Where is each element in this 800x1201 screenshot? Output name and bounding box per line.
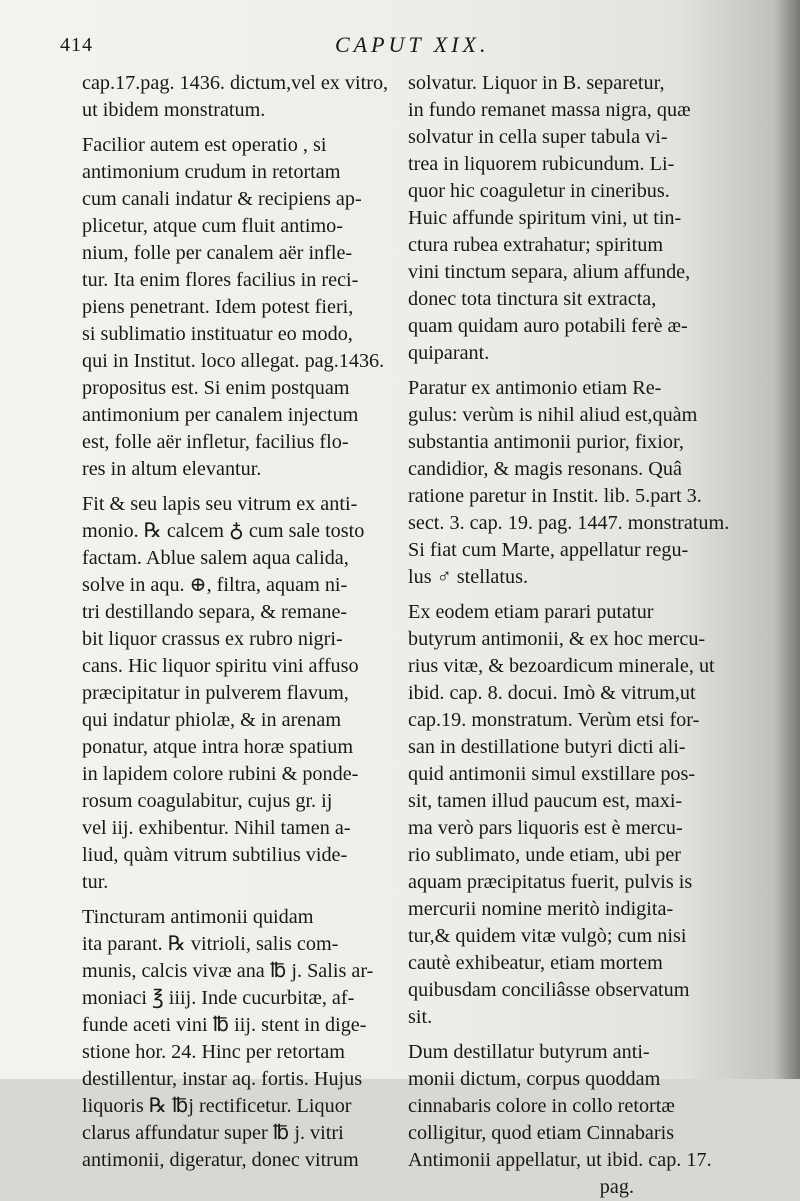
text-line: cum canali indatur & recipiens ap- [82,188,362,210]
text-line: solvatur. Liquor in B. separetur, [408,72,665,94]
text-line: sect. 3. cap. 19. pag. 1447. monstratum. [408,512,730,534]
text-line: trea in liquorem rubicundum. Li- [408,153,675,175]
text-line: nium, folle per canalem aër infle- [82,242,353,264]
text-line: propositus est. Si enim postquam [82,377,350,399]
text-line: in lapidem colore rubini & ponde- [82,763,359,785]
text-line: tur,& quidem vitæ vulgò; cum nisi [408,925,687,947]
text-line: mercurii nomine meritò indigita- [408,898,674,920]
text-line: rius vitæ, & bezoardicum minerale, ut [408,655,715,677]
text-line: monii dictum, corpus quoddam [408,1068,661,1090]
text-line: munis, calcis vivæ ana ℔ j. Salis ar- [82,960,374,982]
text-line: quibusdam conciliâsse observatum [408,979,690,1001]
text-line: antimonium crudum in retortam [82,161,341,183]
text-line: cautè exhibeatur, etiam mortem [408,952,663,974]
paragraph-gap [82,124,402,132]
paragraph-gap [408,591,728,599]
text-line: plicetur, atque cum fluit antimo- [82,215,343,237]
text-line: aquam præcipitatus fuerit, pulvis is [408,871,693,893]
text-line: præcipitatur in pulverem flavum, [82,682,349,704]
text-line: substantia antimonii purior, fixior, [408,431,684,453]
text-line: monio. ℞ calcem ♁ cum sale tosto [82,520,365,542]
page-gutter-shadow [774,0,800,1079]
text-line: lus ♂ stellatus. [408,566,529,588]
text-line: gulus: verùm is nihil aliud est,quàm [408,404,698,426]
text-line: Ex eodem etiam parari putatur [408,601,654,623]
text-line: quiparant. [408,342,490,364]
text-line: liquoris ℞ ℔j rectificetur. Liquor [82,1095,352,1117]
text-line: piens penetrant. Idem potest fieri, [82,296,354,318]
page-header [60,34,760,64]
text-line: bit liquor crassus ex rubro nigri- [82,628,343,650]
right-text-column [408,70,728,1201]
text-line: liud, quàm vitrum subtilius vide- [82,844,348,866]
text-line: funde aceti vini ℔ iij. stent in dige- [82,1014,367,1036]
text-line: Antimonii appellatur, ut ibid. cap. 17. [408,1149,712,1171]
text-line: ut ibidem monstratum. [82,99,266,121]
text-line: donec tota tinctura sit extracta, [408,288,657,310]
text-line: antimonii, digeratur, donec vitrum [82,1149,359,1171]
text-line: butyrum antimonii, & ex hoc mercu- [408,628,706,650]
text-line: res in altum elevantur. [82,458,262,480]
text-line: ita parant. ℞ vitrioli, salis com- [82,933,339,955]
text-line: candidior, & magis resonans. Quâ [408,458,682,480]
text-line: Fit & seu lapis seu vitrum ex anti- [82,493,358,515]
text-line: cap.19. monstratum. Verùm etsi for- [408,709,700,731]
text-line: rosum coagulabitur, cujus gr. ij [82,790,333,812]
text-line: destillentur, instar aq. fortis. Hujus [82,1068,363,1090]
text-line: quor hic coaguletur in cineribus. [408,180,670,202]
text-line: ponatur, atque intra horæ spatium [82,736,354,758]
text-line: pag. [599,1176,634,1198]
paragraph-gap [408,1031,728,1039]
text-line: antimonium per canalem injectum [82,404,359,426]
text-line: cinnabaris colore in collo retortæ [408,1095,675,1117]
text-line: Si fiat cum Marte, appellatur regu- [408,539,689,561]
text-line: solvatur in cella super tabula vi- [408,126,668,148]
text-line: qui in Institut. loco allegat. pag.1436. [82,350,385,372]
text-line: ma verò pars liquoris est è mercu- [408,817,683,839]
text-line: Dum destillatur butyrum anti- [408,1041,650,1063]
text-line: est, folle aër infletur, facilius flo- [82,431,349,453]
text-line: ctura rubea extrahatur; spiritum [408,234,664,256]
text-line: ratione paretur in Instit. lib. 5.part 3. [408,485,702,507]
left-text-column [82,70,402,1174]
text-line: quid antimonii simul exstillare pos- [408,763,696,785]
text-line: Facilior autem est operatio , si [82,134,327,156]
text-line: qui indatur phiolæ, & in arenam [82,709,342,731]
text-line: cans. Hic liquor spiritu vini affuso [82,655,359,677]
text-line: rio sublimato, unde etiam, ubi per [408,844,682,866]
paragraph-gap [408,367,728,375]
text-line: ibid. cap. 8. docui. Imò & vitrum,ut [408,682,696,704]
text-line: moniaci ℥ iiij. Inde cucurbitæ, af- [82,987,355,1009]
paragraph-gap [82,483,402,491]
text-line: sit. [408,1006,433,1028]
text-line: san in destillatione butyri dicti ali- [408,736,686,758]
page-number: 414 [60,34,93,56]
text-line: vel iij. exhibentur. Nihil tamen a- [82,817,351,839]
running-head: CAPUT XIX. [335,32,490,57]
text-line: tur. Ita enim flores facilius in reci- [82,269,359,291]
text-line: stione hor. 24. Hinc per retortam [82,1041,345,1063]
text-line: Tincturam antimonii quidam [82,906,314,928]
text-line: clarus affundatur super ℔ j. vitri [82,1122,344,1144]
text-line: Huic affunde spiritum vini, ut tin- [408,207,682,229]
text-line: si sublimatio instituatur eo modo, [82,323,353,345]
paragraph-gap [82,896,402,904]
text-line: sit, tamen illud paucum est, maxi- [408,790,683,812]
text-line: quam quidam auro potabili ferè æ- [408,315,688,337]
text-line: Paratur ex antimonio etiam Re- [408,377,662,399]
text-line: colligitur, quod etiam Cinnabaris [408,1122,675,1144]
text-line: solve in aqu. ⊕, filtra, aquam ni- [82,574,348,596]
text-line: cap.17.pag. 1436. dictum,vel ex vitro, [82,72,389,94]
text-line: in fundo remanet massa nigra, quæ [408,99,691,121]
text-line: factam. Ablue salem aqua calida, [82,547,349,569]
text-line: vini tinctum separa, alium affunde, [408,261,691,283]
text-line: tur. [82,871,109,893]
text-line: tri destillando separa, & remane- [82,601,348,623]
